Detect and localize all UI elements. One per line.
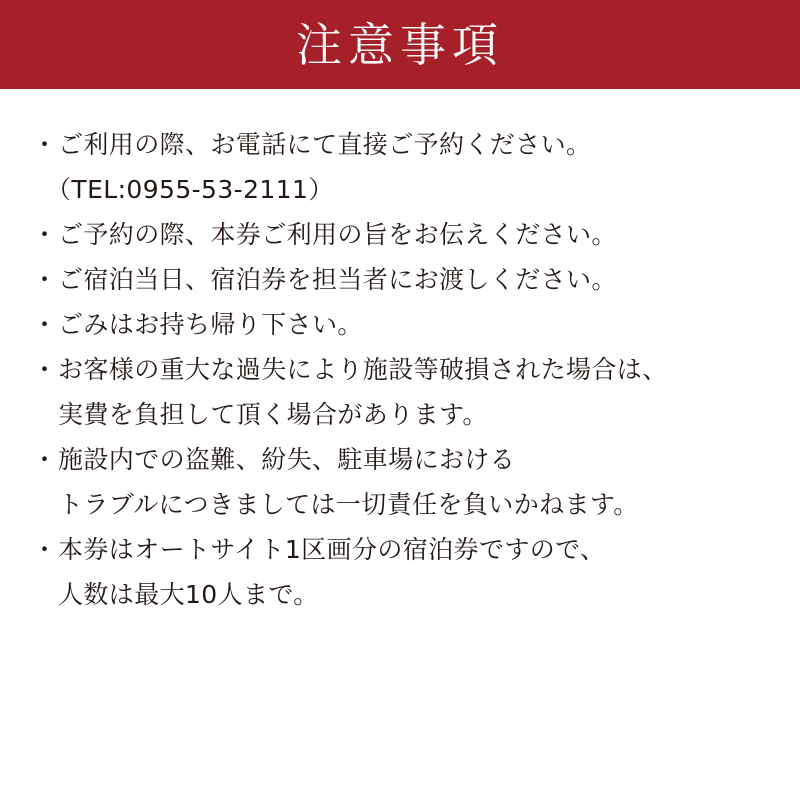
bullet-icon: ・: [32, 220, 58, 249]
note-text: 人数は最大10人まで。: [58, 580, 319, 609]
bullet-icon: ・: [32, 310, 58, 339]
note-line-continuation: [32, 482, 792, 527]
header-band: [0, 0, 800, 89]
bullet-icon: ・: [32, 445, 58, 474]
page-title: 注意事項: [296, 17, 504, 72]
note-text: 施設内での盗難、紛失、駐車場における: [58, 445, 516, 474]
note-text: 実費を負担して頂く場合があります。: [58, 400, 488, 429]
note-line-continuation: [32, 167, 792, 212]
note-text: ご利用の際、お電話にて直接ご予約ください。: [58, 130, 592, 159]
bullet-icon: ・: [32, 265, 58, 294]
note-line-continuation: [32, 392, 792, 437]
note-line: [32, 347, 792, 392]
note-line: [32, 122, 792, 167]
note-text: トラブルにつきましては一切責任を負いかねます。: [58, 490, 639, 519]
note-line: [32, 527, 792, 572]
note-line: [32, 437, 792, 482]
notes-list: [32, 122, 792, 617]
bullet-icon: ・: [32, 130, 58, 159]
note-text: ご予約の際、本券ご利用の旨をお伝えください。: [58, 220, 617, 249]
note-line: [32, 212, 792, 257]
note-text: 本券はオートサイト1区画分の宿泊券ですので、: [58, 535, 606, 564]
bullet-icon: ・: [32, 535, 58, 564]
bullet-icon: ・: [32, 355, 58, 384]
note-text: お客様の重大な過失により施設等破損された場合は、: [58, 355, 668, 384]
note-text: ご宿泊当日、宿泊券を担当者にお渡しください。: [58, 265, 617, 294]
phone-number-text: （TEL:0955-53-2111）: [46, 175, 334, 204]
note-line-continuation: [32, 572, 792, 617]
note-line: [32, 257, 792, 302]
note-line: [32, 302, 792, 347]
note-text: ごみはお持ち帰り下さい。: [58, 310, 363, 339]
